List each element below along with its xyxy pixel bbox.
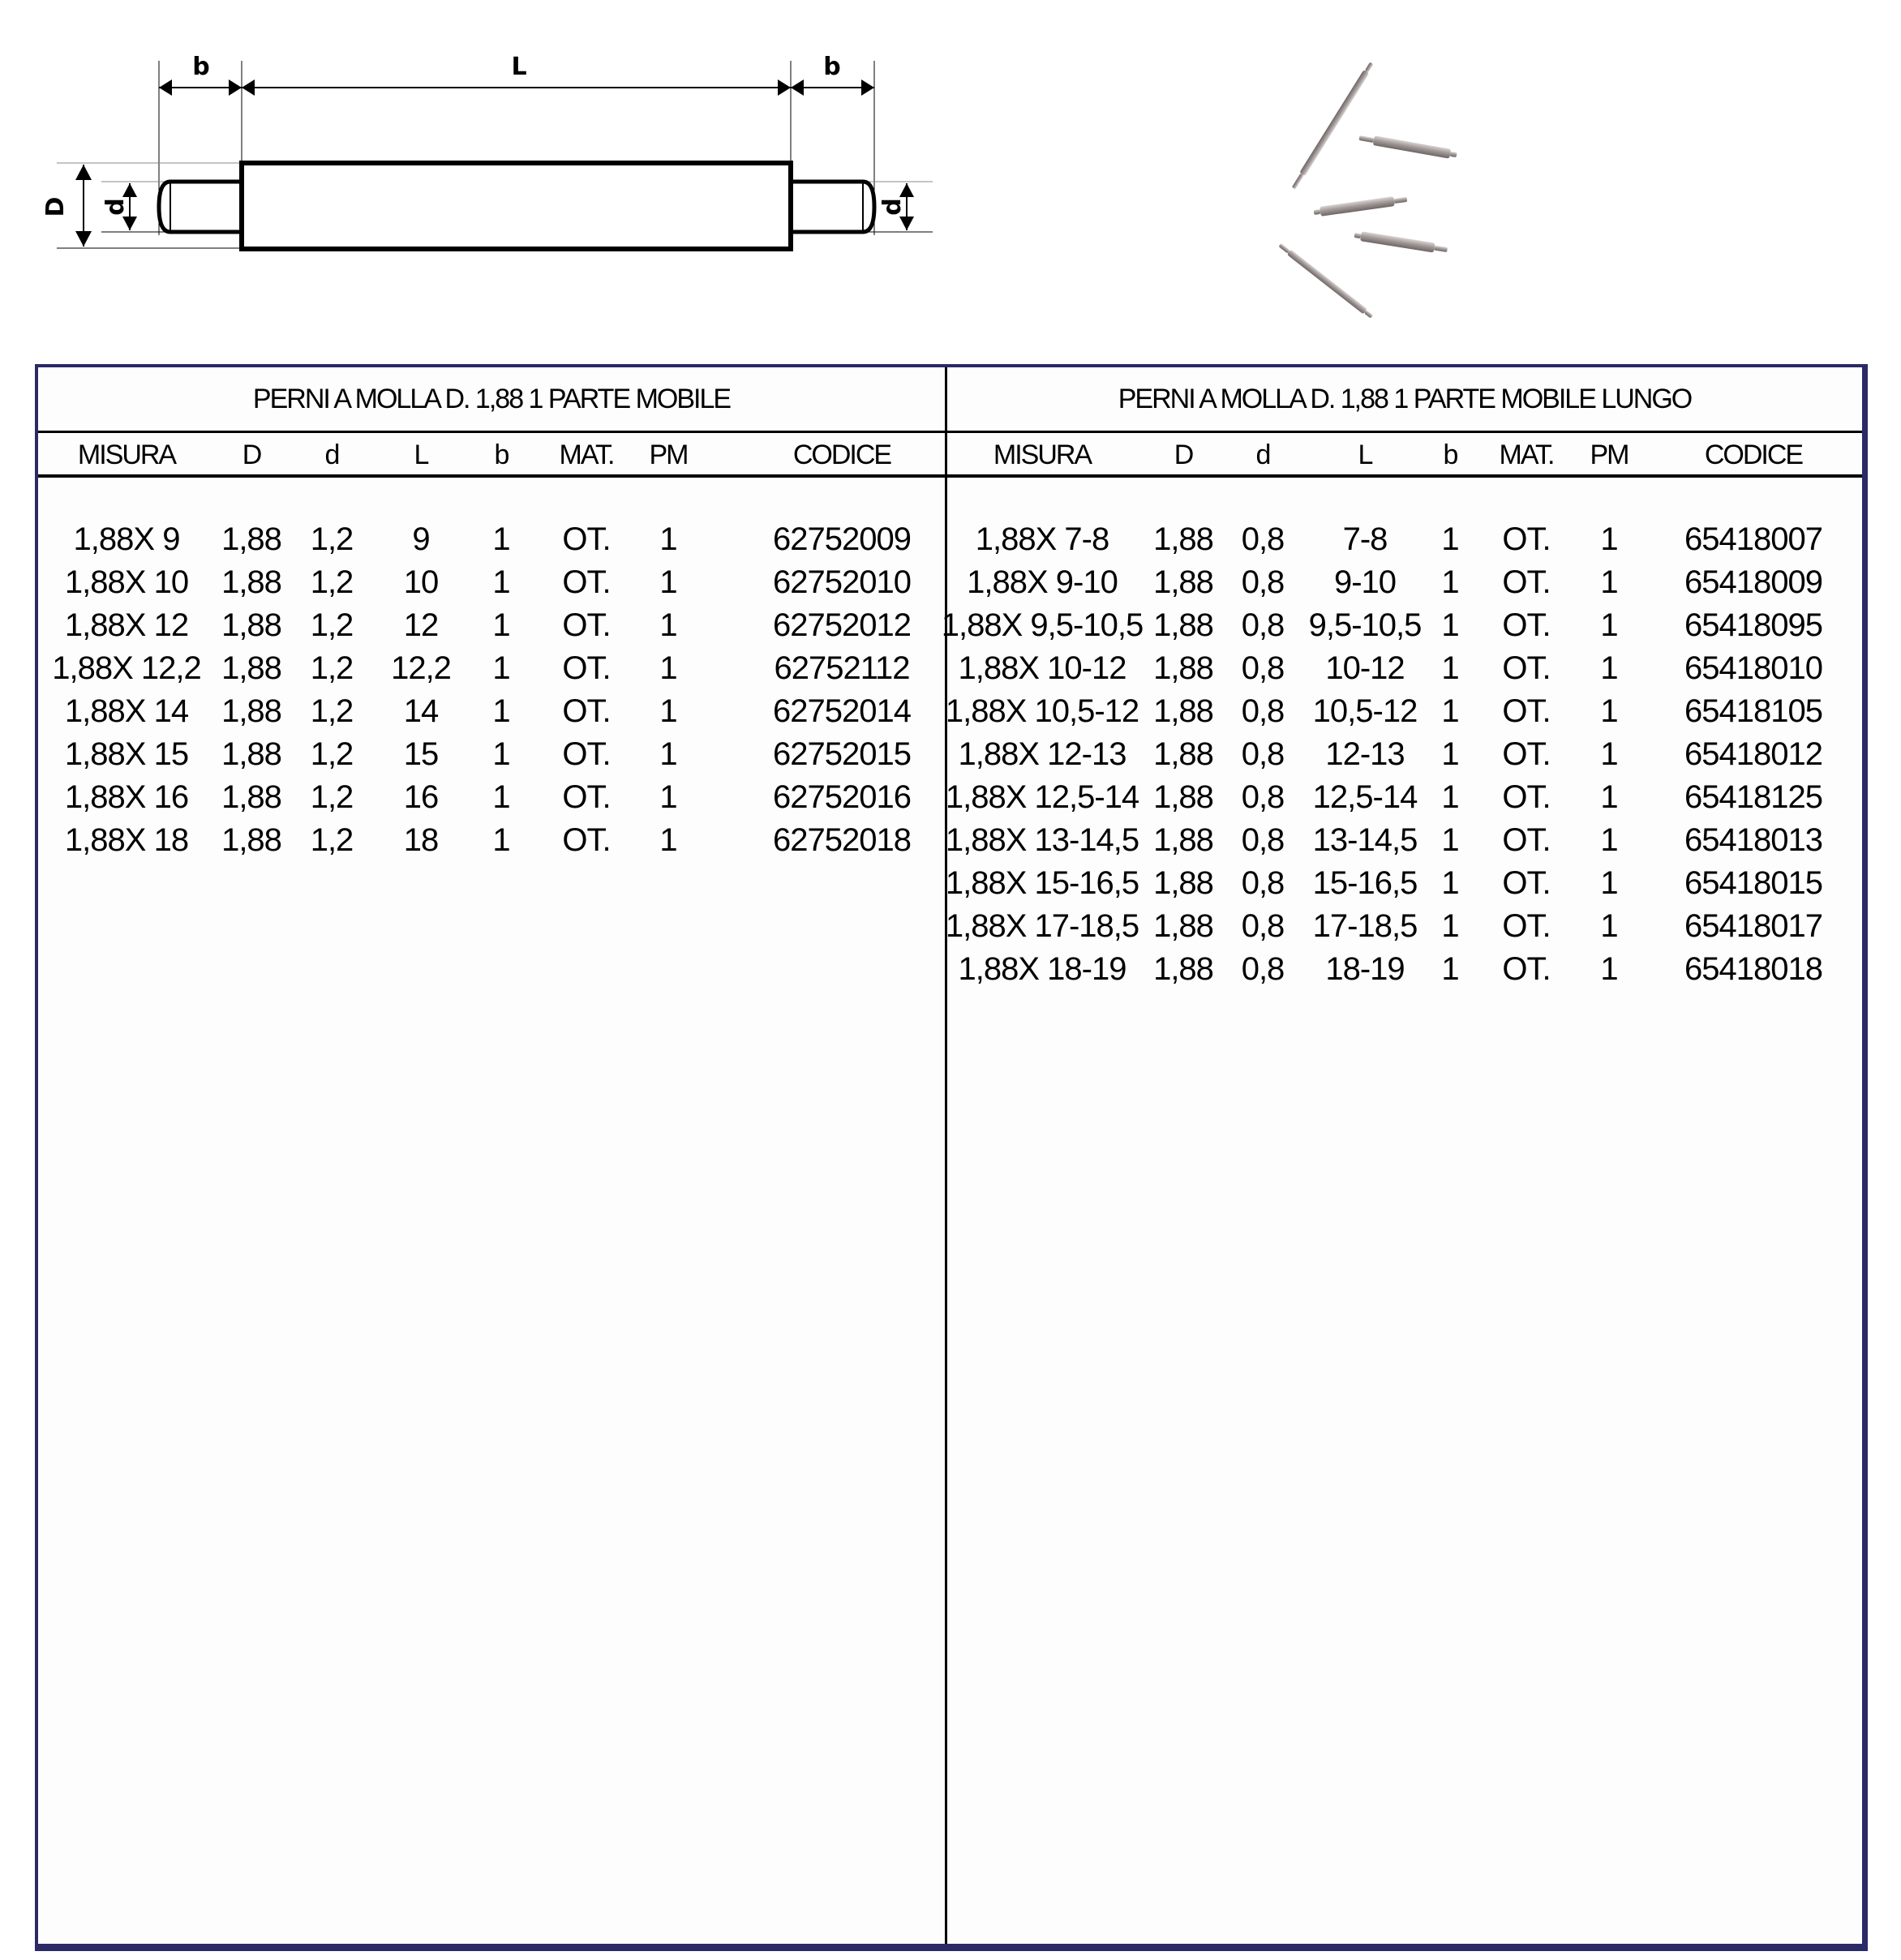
cell-length: 9-10	[1333, 564, 1397, 600]
table-row	[941, 607, 1862, 650]
cell-pm: 1	[1600, 736, 1618, 772]
cell-misura: 1,88X 12	[64, 607, 189, 643]
cell-d-outer: 1,88	[221, 693, 281, 729]
cell-d-inner: 0,8	[1241, 779, 1285, 815]
cell-codice: 65418007	[1684, 521, 1822, 557]
cell-misura: 1,88X 7-8	[975, 521, 1109, 557]
cell-d-inner: 1,2	[310, 521, 354, 557]
cell-misura: 1,88X 13-14,5	[945, 822, 1139, 858]
cell-codice: 65418095	[1684, 607, 1822, 643]
cell-b: 1	[492, 607, 510, 643]
column-header-b: b	[1443, 440, 1457, 470]
table-row	[947, 951, 1862, 994]
cell-b: 1	[1441, 822, 1459, 858]
column-header-d-outer: D	[1174, 440, 1193, 470]
cell-b: 1	[1441, 736, 1459, 772]
cell-b: 1	[492, 779, 510, 815]
cell-misura: 1,88X 14	[64, 693, 189, 729]
cell-misura: 1,88X 15	[64, 736, 189, 772]
cell-length: 10-12	[1325, 650, 1405, 686]
cell-material: OT.	[562, 607, 611, 643]
column-headers	[38, 433, 945, 478]
cell-d-inner: 0,8	[1241, 564, 1285, 600]
cell-pm: 1	[659, 736, 677, 772]
cell-length: 7-8	[1342, 521, 1388, 557]
cell-d-inner: 0,8	[1241, 822, 1285, 858]
cell-pm: 1	[1600, 693, 1618, 729]
cell-d-inner: 0,8	[1241, 736, 1285, 772]
label-d-left: d	[101, 198, 130, 216]
cell-length: 18-19	[1325, 951, 1405, 987]
cell-d-inner: 0,8	[1241, 607, 1285, 643]
cell-misura: 1,88X 10-12	[958, 650, 1126, 686]
cell-b: 1	[1441, 951, 1459, 987]
cell-d-inner: 1,2	[310, 650, 354, 686]
cell-codice: 62752009	[773, 521, 911, 557]
cell-length: 16	[403, 779, 439, 815]
cell-codice: 62752012	[773, 607, 911, 643]
cell-d-inner: 1,2	[310, 693, 354, 729]
cell-length: 9	[412, 521, 430, 557]
column-header-codice: CODICE	[1704, 440, 1803, 470]
column-header-d-inner: d	[1255, 440, 1270, 470]
catalog-table-frame	[35, 364, 1868, 1951]
cell-d-inner: 1,2	[310, 564, 354, 600]
spring-bar-4	[1354, 230, 1448, 255]
table-row	[947, 908, 1862, 951]
cell-material: OT.	[1502, 736, 1551, 772]
cell-misura: 1,88X 17-18,5	[945, 908, 1139, 944]
cell-pm: 1	[1600, 564, 1618, 600]
cell-d-inner: 0,8	[1241, 865, 1285, 901]
cell-codice: 65418009	[1684, 564, 1822, 600]
cell-codice: 62752014	[773, 693, 911, 729]
spring-bar-5	[1278, 242, 1374, 320]
table-row	[38, 650, 945, 693]
cell-material: OT.	[1502, 564, 1551, 600]
cell-length: 17-18,5	[1312, 908, 1418, 944]
cell-d-outer: 1,88	[1153, 951, 1213, 987]
cell-material: OT.	[562, 693, 611, 729]
cell-codice: 65418012	[1684, 736, 1822, 772]
column-header-misura: MISURA	[993, 440, 1092, 470]
cell-b: 1	[492, 521, 510, 557]
spring-bar-dimension-diagram	[0, 0, 973, 324]
cell-material: OT.	[562, 736, 611, 772]
cell-b: 1	[1441, 564, 1459, 600]
cell-d-outer: 1,88	[1153, 564, 1213, 600]
cell-material: OT.	[1502, 908, 1551, 944]
column-header-d-inner: d	[324, 440, 339, 470]
cell-d-outer: 1,88	[221, 822, 281, 858]
column-header-material: MAT.	[1499, 440, 1554, 470]
cell-material: OT.	[562, 822, 611, 858]
table-row	[947, 779, 1862, 822]
cell-material: OT.	[562, 779, 611, 815]
table-title	[38, 367, 945, 433]
cell-b: 1	[1441, 908, 1459, 944]
cell-pm: 1	[1600, 607, 1618, 643]
table-row	[38, 779, 945, 822]
cell-b: 1	[1441, 693, 1459, 729]
cell-b: 1	[1441, 607, 1459, 643]
cell-material: OT.	[562, 564, 611, 600]
cell-length: 12,2	[391, 650, 451, 686]
cell-d-outer: 1,88	[221, 521, 281, 557]
column-header-pm: PM	[1590, 440, 1629, 470]
cell-d-outer: 1,88	[221, 607, 281, 643]
cell-pm: 1	[1600, 822, 1618, 858]
cell-d-outer: 1,88	[1153, 736, 1213, 772]
cell-pm: 1	[659, 564, 677, 600]
cell-misura: 1,88X 10,5-12	[945, 693, 1139, 729]
table-row	[947, 736, 1862, 779]
cell-pm: 1	[659, 822, 677, 858]
cell-pm: 1	[1600, 865, 1618, 901]
table-row	[947, 865, 1862, 908]
cell-codice: 65418105	[1684, 693, 1822, 729]
cell-length: 9,5-10,5	[1308, 607, 1422, 643]
table-row	[947, 822, 1862, 865]
cell-misura: 1,88X 12-13	[958, 736, 1126, 772]
cell-length: 15	[403, 736, 439, 772]
cell-pm: 1	[1600, 521, 1618, 557]
cell-codice: 62752015	[773, 736, 911, 772]
cell-misura: 1,88X 18	[64, 822, 189, 858]
cell-codice: 65418017	[1684, 908, 1822, 944]
table-row	[947, 564, 1862, 607]
cell-d-outer: 1,88	[221, 650, 281, 686]
cell-d-outer: 1,88	[1153, 908, 1213, 944]
table-standard	[38, 367, 947, 1944]
spring-bar-1	[1291, 62, 1375, 191]
cell-d-inner: 0,8	[1241, 650, 1285, 686]
cell-d-outer: 1,88	[1153, 693, 1213, 729]
cell-b: 1	[1441, 650, 1459, 686]
column-header-length: L	[414, 440, 428, 470]
cell-b: 1	[1441, 779, 1459, 815]
cell-d-inner: 1,2	[310, 779, 354, 815]
cell-misura: 1,88X 16	[64, 779, 189, 815]
spring-bar-3	[1313, 195, 1408, 217]
cell-material: OT.	[1502, 693, 1551, 729]
cell-length: 14	[403, 693, 439, 729]
cell-pm: 1	[659, 650, 677, 686]
cell-pm: 1	[1600, 779, 1618, 815]
spring-bar-2	[1358, 133, 1457, 160]
cell-d-outer: 1,88	[1153, 521, 1213, 557]
table-row	[38, 822, 945, 865]
cell-material: OT.	[1502, 822, 1551, 858]
cell-length: 18	[403, 822, 439, 858]
cell-length: 10,5-12	[1312, 693, 1418, 729]
cell-d-inner: 0,8	[1241, 908, 1285, 944]
cell-pm: 1	[1600, 951, 1618, 987]
cell-pm: 1	[659, 693, 677, 729]
cell-codice: 62752016	[773, 779, 911, 815]
cell-misura: 1,88X 9-10	[967, 564, 1118, 600]
cell-misura: 1,88X 18-19	[958, 951, 1126, 987]
cell-d-outer: 1,88	[1153, 650, 1213, 686]
cell-codice: 65418010	[1684, 650, 1822, 686]
cell-misura: 1,88X 9,5-10,5	[941, 607, 1144, 643]
cell-d-outer: 1,88	[1153, 822, 1213, 858]
cell-d-outer: 1,88	[1153, 607, 1213, 643]
cell-b: 1	[492, 564, 510, 600]
column-header-codice: CODICE	[792, 440, 891, 470]
cell-d-outer: 1,88	[221, 564, 281, 600]
cell-pm: 1	[659, 779, 677, 815]
cell-pm: 1	[1600, 908, 1618, 944]
cell-material: OT.	[1502, 865, 1551, 901]
cell-codice: 65418125	[1684, 779, 1822, 815]
cell-pm: 1	[659, 607, 677, 643]
table-long	[941, 367, 1862, 1944]
cell-pm: 1	[659, 521, 677, 557]
cell-b: 1	[492, 693, 510, 729]
table-title-text: PERNI A MOLLA D. 1,88 1 PARTE MOBILE	[252, 383, 731, 414]
cell-d-inner: 0,8	[1241, 693, 1285, 729]
cell-material: OT.	[1502, 521, 1551, 557]
table-title	[947, 367, 1862, 433]
column-header-misura: MISURA	[77, 440, 176, 470]
cell-codice: 65418015	[1684, 865, 1822, 901]
cell-length: 10	[403, 564, 439, 600]
cell-codice: 62752112	[774, 650, 910, 686]
label-b-right: b	[823, 53, 841, 81]
cell-b: 1	[492, 822, 510, 858]
cell-b: 1	[492, 650, 510, 686]
cell-misura: 1,88X 15-16,5	[945, 865, 1139, 901]
column-header-b: b	[494, 440, 509, 470]
table-title-text: PERNI A MOLLA D. 1,88 1 PARTE MOBILE LUNGO	[1118, 383, 1692, 414]
column-header-d-outer: D	[242, 440, 261, 470]
cell-d-inner: 1,2	[310, 736, 354, 772]
spring-bars-photo	[1217, 0, 1901, 357]
table-row	[38, 693, 945, 736]
table-row	[947, 521, 1862, 564]
cell-length: 15-16,5	[1312, 865, 1418, 901]
cell-codice: 62752010	[773, 564, 911, 600]
cell-codice: 62752018	[773, 822, 911, 858]
cell-material: OT.	[1502, 951, 1551, 987]
cell-d-inner: 1,2	[310, 607, 354, 643]
cell-d-inner: 0,8	[1241, 521, 1285, 557]
cell-d-outer: 1,88	[1153, 865, 1213, 901]
cell-d-outer: 1,88	[221, 779, 281, 815]
cell-length: 12	[403, 607, 439, 643]
table-row	[947, 693, 1862, 736]
table-row	[38, 736, 945, 779]
cell-codice: 65418018	[1684, 951, 1822, 987]
cell-codice: 65418013	[1684, 822, 1822, 858]
cell-b: 1	[1441, 865, 1459, 901]
cell-misura: 1,88X 9	[73, 521, 180, 557]
cell-length: 12-13	[1325, 736, 1405, 772]
column-header-pm: PM	[649, 440, 688, 470]
cell-material: OT.	[1502, 607, 1551, 643]
cell-pm: 1	[1600, 650, 1618, 686]
column-header-length: L	[1358, 440, 1372, 470]
cell-material: OT.	[562, 521, 611, 557]
table-row	[38, 521, 945, 564]
table-row	[38, 607, 945, 650]
cell-d-outer: 1,88	[221, 736, 281, 772]
cell-length: 12,5-14	[1312, 779, 1418, 815]
cell-misura: 1,88X 12,2	[52, 650, 201, 686]
table-row	[947, 650, 1862, 693]
cell-b: 1	[492, 736, 510, 772]
cell-d-inner: 0,8	[1241, 951, 1285, 987]
cell-misura: 1,88X 10	[64, 564, 189, 600]
column-headers	[947, 433, 1862, 478]
cell-b: 1	[1441, 521, 1459, 557]
cell-material: OT.	[1502, 650, 1551, 686]
label-D: D	[41, 196, 70, 217]
label-b-left: b	[192, 53, 210, 81]
cell-d-outer: 1,88	[1153, 779, 1213, 815]
table-row	[38, 564, 945, 607]
cell-material: OT.	[562, 650, 611, 686]
label-d-right: d	[878, 198, 907, 216]
label-L: L	[511, 53, 527, 81]
cell-length: 13-14,5	[1312, 822, 1418, 858]
cell-d-inner: 1,2	[310, 822, 354, 858]
cell-material: OT.	[1502, 779, 1551, 815]
column-header-material: MAT.	[559, 440, 614, 470]
cell-misura: 1,88X 12,5-14	[945, 779, 1139, 815]
